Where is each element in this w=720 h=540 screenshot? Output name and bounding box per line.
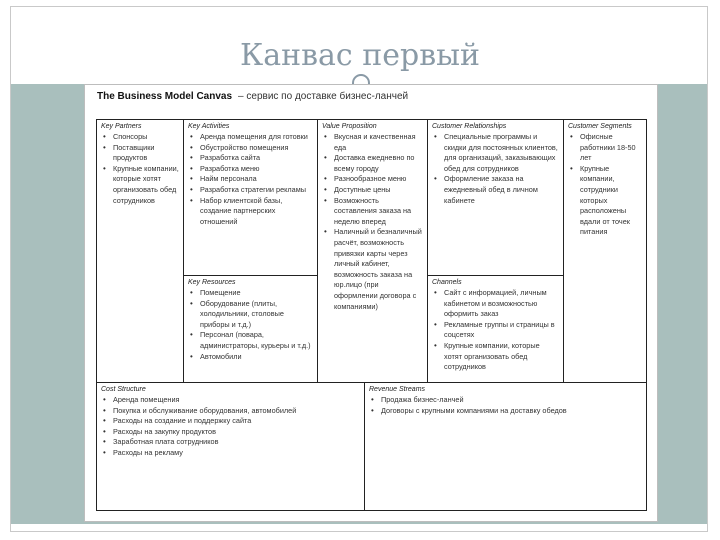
canvas-subtitle: – сервис по доставке бизнес-ланчей bbox=[238, 91, 409, 102]
list-item: • Разнообразное меню bbox=[334, 174, 423, 185]
list-item: • Крупные компании, сотрудники которых расположены вдали от точек питания bbox=[580, 164, 642, 238]
list-item: • Обустройство помещения bbox=[200, 143, 313, 154]
list-item: • Оформление заказа на ежедневный обед в личном кабинете bbox=[444, 174, 559, 206]
block-title: Key Activities bbox=[188, 123, 230, 130]
block-title: Customer Segments bbox=[568, 123, 632, 130]
list-item: • Помещение bbox=[200, 288, 313, 299]
list-item: • Найм персонала bbox=[200, 174, 313, 185]
list-item: • Аренда помещения bbox=[113, 395, 360, 406]
list-item: • Сайт с информацией, личным кабинетом и возможностью оформить заказ bbox=[444, 288, 559, 320]
block-title: Value Proposition bbox=[322, 123, 377, 130]
list-item: • Автомобили bbox=[200, 352, 313, 363]
list-item: • Персонал (повара, администраторы, курьеры и т.д.) bbox=[200, 330, 313, 351]
list-item: • Оборудование (плиты, холодильники, столовые приборы и т.д.) bbox=[200, 299, 313, 331]
block-title: Key Partners bbox=[101, 123, 142, 130]
block-value-proposition bbox=[318, 120, 428, 383]
block-revenue-streams bbox=[365, 383, 646, 510]
list-item: • Заработная плата сотрудников bbox=[113, 437, 360, 448]
block-list bbox=[432, 132, 559, 206]
business-model-canvas bbox=[84, 84, 658, 522]
block-key-activities bbox=[184, 120, 318, 276]
block-title: Revenue Streams bbox=[369, 386, 426, 393]
block-list bbox=[369, 395, 642, 416]
block-key-resources bbox=[184, 276, 318, 383]
list-item: • Разработка стратегии рекламы bbox=[200, 185, 313, 196]
list-item: • Расходы на создание и поддержку сайта bbox=[113, 416, 360, 427]
list-item: • Офисные работники 18-50 лет bbox=[580, 132, 642, 164]
list-item: • Рекламные группы и страницы в соцсетях bbox=[444, 320, 559, 341]
block-customer-relationships bbox=[428, 120, 564, 276]
list-item: • Спонсоры bbox=[113, 132, 179, 143]
list-item: • Расходы на закупку продуктов bbox=[113, 427, 360, 438]
list-item: • Продажа бизнес-ланчей bbox=[381, 395, 642, 406]
block-list bbox=[432, 288, 559, 373]
block-list bbox=[188, 132, 313, 227]
block-channels bbox=[428, 276, 564, 383]
block-title: Channels bbox=[432, 279, 462, 286]
canvas-grid bbox=[96, 119, 647, 511]
block-cost-structure bbox=[97, 383, 365, 510]
block-customer-segments bbox=[564, 120, 646, 383]
block-list bbox=[322, 132, 423, 312]
slide-title: Канвас первый bbox=[240, 38, 480, 73]
title-overflow-glyph bbox=[352, 74, 372, 84]
block-list bbox=[101, 132, 179, 206]
block-title: Key Resources bbox=[188, 279, 236, 286]
list-item: • Наличный и безналичный расчёт, возможность привязки карты через личный кабинет, возможность заказа на юр.лицо (при оформлении договора с компаниями) bbox=[334, 227, 423, 312]
block-title: Customer Relationships bbox=[432, 123, 507, 130]
list-item: • Специальные программы и скидки для постоянных клиентов, для организаций, заказывающих обед для сотрудников bbox=[444, 132, 559, 174]
block-key-partners bbox=[97, 120, 184, 383]
list-item: • Разработка меню bbox=[200, 164, 313, 175]
list-item: • Набор клиентской базы, создание партнерских отношений bbox=[200, 196, 313, 228]
list-item: • Вкусная и качественная еда bbox=[334, 132, 423, 153]
block-list bbox=[188, 288, 313, 362]
list-item: • Разработка сайта bbox=[200, 153, 313, 164]
list-item: • Аренда помещения для готовки bbox=[200, 132, 313, 143]
list-item: • Поставщики продуктов bbox=[113, 143, 179, 164]
list-item: • Крупные компании, которые хотят организовать обед сотрудников bbox=[444, 341, 559, 373]
block-title: Cost Structure bbox=[101, 386, 146, 393]
list-item: • Крупные компании, которые хотят организовать обед сотрудников bbox=[113, 164, 179, 206]
canvas-header bbox=[97, 91, 408, 102]
list-item: • Доступные цены bbox=[334, 185, 423, 196]
list-item: • Расходы на рекламу bbox=[113, 448, 360, 459]
list-item: • Доставка ежедневно по всему городу bbox=[334, 153, 423, 174]
block-list bbox=[568, 132, 642, 238]
list-item: • Покупка и обслуживание оборудования, автомобилей bbox=[113, 406, 360, 417]
canvas-title: The Business Model Canvas bbox=[97, 91, 233, 102]
block-list bbox=[101, 395, 360, 459]
list-item: • Возможность составления заказа на неделю вперед bbox=[334, 196, 423, 228]
list-item: • Договоры с крупными компаниями на доставку обедов bbox=[381, 406, 642, 417]
